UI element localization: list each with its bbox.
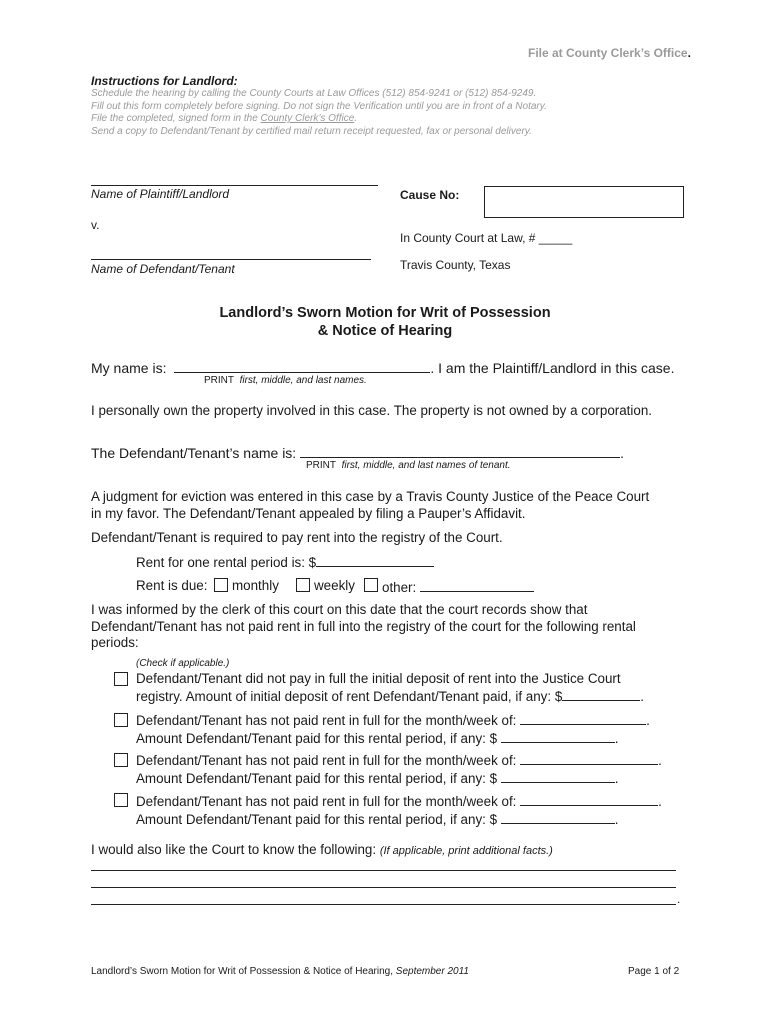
rent-period-field[interactable] xyxy=(316,553,434,567)
document-title xyxy=(0,304,770,340)
instruction-text: File the completed, signed form in the xyxy=(91,113,261,125)
unpaid-period-1-item xyxy=(136,711,650,747)
initial-deposit-amount-field[interactable] xyxy=(562,687,640,701)
unpaid-period-1-field[interactable] xyxy=(520,711,646,725)
rent-period-row xyxy=(136,553,434,570)
initial-deposit-item xyxy=(136,670,644,705)
footer-title xyxy=(91,966,469,977)
unpaid-period-2-item xyxy=(136,751,662,787)
monthly-checkbox[interactable] xyxy=(214,578,228,592)
initial-deposit-checkbox[interactable] xyxy=(114,672,128,686)
final-period: . xyxy=(677,892,681,906)
instruction-line: Send a copy to Defendant/Tenant by certified mail return receipt requested, fax or personal delivery. xyxy=(91,125,532,137)
cause-number-box[interactable] xyxy=(484,186,684,218)
unpaid-period-3-field[interactable] xyxy=(520,792,658,806)
hint-text: first, middle, and last names of tenant. xyxy=(341,460,511,471)
informed-line: periods: xyxy=(91,635,139,650)
check-hint: (Check if applicable.) xyxy=(136,658,230,669)
instruction-line: Schedule the hearing by calling the County Courts at Law Offices (512) 854-9241 or (512) 854-9249. xyxy=(91,88,537,99)
county-clerk-link[interactable]: County Clerk’s Office xyxy=(260,113,355,125)
print-label: PRINT xyxy=(204,375,234,386)
tenant-name-row xyxy=(91,443,624,461)
file-at-notice xyxy=(528,46,691,60)
initial-deposit-amount-label: registry. Amount of initial deposit of rent Defendant/Tenant paid, if any: $ xyxy=(136,689,563,704)
additional-facts-line-3[interactable] xyxy=(91,904,676,905)
informed-line: Defendant/Tenant has not paid rent in full into the registry of the court for the following rental xyxy=(91,618,636,634)
unpaid-period-3-checkbox[interactable] xyxy=(114,793,128,807)
tenant-name-hint xyxy=(306,460,511,471)
judgment-line: A judgment for eviction was entered in this case by a Travis County Justice of the Peace Court xyxy=(91,489,650,504)
my-name-hint xyxy=(204,375,367,386)
other-checkbox[interactable] xyxy=(364,578,378,592)
title-line-1: Landlord’s Sworn Motion for Writ of Possession xyxy=(219,305,551,321)
additional-facts-row xyxy=(91,842,553,857)
versus-text: v. xyxy=(91,218,100,232)
paid-amount-3-field[interactable] xyxy=(501,810,615,824)
defendant-label: Name of Defendant/Tenant xyxy=(91,262,235,276)
cause-label: Cause No: xyxy=(400,188,460,202)
period-mark: . xyxy=(658,753,662,768)
additional-facts-hint: (If applicable, print additional facts.) xyxy=(379,845,553,857)
my-name-label: My name is: xyxy=(91,360,167,376)
period-mark: . xyxy=(614,771,619,786)
tenant-name-suffix: . xyxy=(620,445,624,461)
plaintiff-name-line[interactable] xyxy=(91,185,378,186)
instruction-text: . xyxy=(354,113,358,125)
unpaid-period-label: Defendant/Tenant has not paid rent in full for the month/week of: xyxy=(136,794,517,809)
instruction-line xyxy=(91,113,547,126)
initial-deposit-text: Defendant/Tenant did not pay in full the initial deposit of rent into the Justice Court xyxy=(136,671,621,686)
paid-amount-1-field[interactable] xyxy=(501,729,615,743)
judgment-line: in my favor. The Defendant/Tenant appealed by filing a Pauper’s Affidavit. xyxy=(91,506,526,521)
paid-amount-label: Amount Defendant/Tenant paid for this rental period, if any: $ xyxy=(136,812,498,827)
paid-amount-2-field[interactable] xyxy=(501,769,615,783)
weekly-label: weekly xyxy=(314,578,355,593)
instructions-title: Instructions for Landlord: xyxy=(91,74,238,88)
own-property-statement: I personally own the property involved in this case. The property is not owned by a corporation. xyxy=(91,403,652,418)
period-mark: . xyxy=(614,812,619,827)
footer-form-name: Landlord’s Sworn Motion for Writ of Possession & Notice of Hearing, xyxy=(91,966,393,977)
other-field[interactable] xyxy=(420,578,534,592)
instructions-block xyxy=(91,88,547,138)
defendant-name-line[interactable] xyxy=(91,259,371,260)
print-label: PRINT xyxy=(306,460,336,471)
unpaid-period-1-checkbox[interactable] xyxy=(114,713,128,727)
court-number: In County Court at Law, # _____ xyxy=(400,231,573,245)
other-label: other: xyxy=(382,580,417,595)
my-name-field[interactable] xyxy=(174,358,430,373)
instruction-line: Fill out this form completely before signing. Do not sign the Verification until you are in front of a Notary. xyxy=(91,100,547,112)
file-at-period: . xyxy=(687,46,691,60)
period-mark: . xyxy=(640,689,645,704)
weekly-checkbox[interactable] xyxy=(296,578,310,592)
my-name-suffix: . I am the Plaintiff/Landlord in this case. xyxy=(430,360,675,376)
unpaid-period-3-item xyxy=(136,792,662,828)
monthly-label: monthly xyxy=(232,578,279,593)
period-mark: . xyxy=(614,731,619,746)
footer-date: September 2011 xyxy=(395,966,469,977)
rent-period-label: Rent for one rental period is: $ xyxy=(136,555,317,570)
registry-requirement: Defendant/Tenant is required to pay rent into the registry of the Court. xyxy=(91,530,503,545)
plaintiff-label: Name of Plaintiff/Landlord xyxy=(91,187,230,201)
unpaid-period-label: Defendant/Tenant has not paid rent in full for the month/week of: xyxy=(136,713,517,728)
tenant-name-label: The Defendant/Tenant’s name is: xyxy=(91,445,297,461)
unpaid-period-2-field[interactable] xyxy=(520,751,658,765)
file-at-text: File at County Clerk’s Office xyxy=(528,46,688,60)
page-number: Page 1 of 2 xyxy=(628,966,680,977)
hint-text: first, middle, and last names. xyxy=(239,375,367,386)
judgment-paragraph xyxy=(91,488,649,522)
additional-facts-label: I would also like the Court to know the following: xyxy=(91,842,377,857)
period-mark: . xyxy=(646,713,650,728)
additional-facts-line-1[interactable] xyxy=(91,870,676,871)
unpaid-period-label: Defendant/Tenant has not paid rent in full for the month/week of: xyxy=(136,753,517,768)
other-row xyxy=(382,578,534,595)
my-name-row xyxy=(91,358,674,376)
county-text: Travis County, Texas xyxy=(400,258,511,272)
paid-amount-label: Amount Defendant/Tenant paid for this rental period, if any: $ xyxy=(136,731,498,746)
additional-facts-line-2[interactable] xyxy=(91,887,676,888)
clerk-informed-paragraph xyxy=(91,602,636,652)
title-line-2: & Notice of Hearing xyxy=(317,323,453,339)
unpaid-period-2-checkbox[interactable] xyxy=(114,753,128,767)
tenant-name-field[interactable] xyxy=(300,443,620,458)
period-mark: . xyxy=(658,794,662,809)
informed-line: I was informed by the clerk of this court on this date that the court records show that xyxy=(91,602,588,617)
paid-amount-label: Amount Defendant/Tenant paid for this rental period, if any: $ xyxy=(136,771,498,786)
rent-due-label: Rent is due: xyxy=(136,578,208,593)
